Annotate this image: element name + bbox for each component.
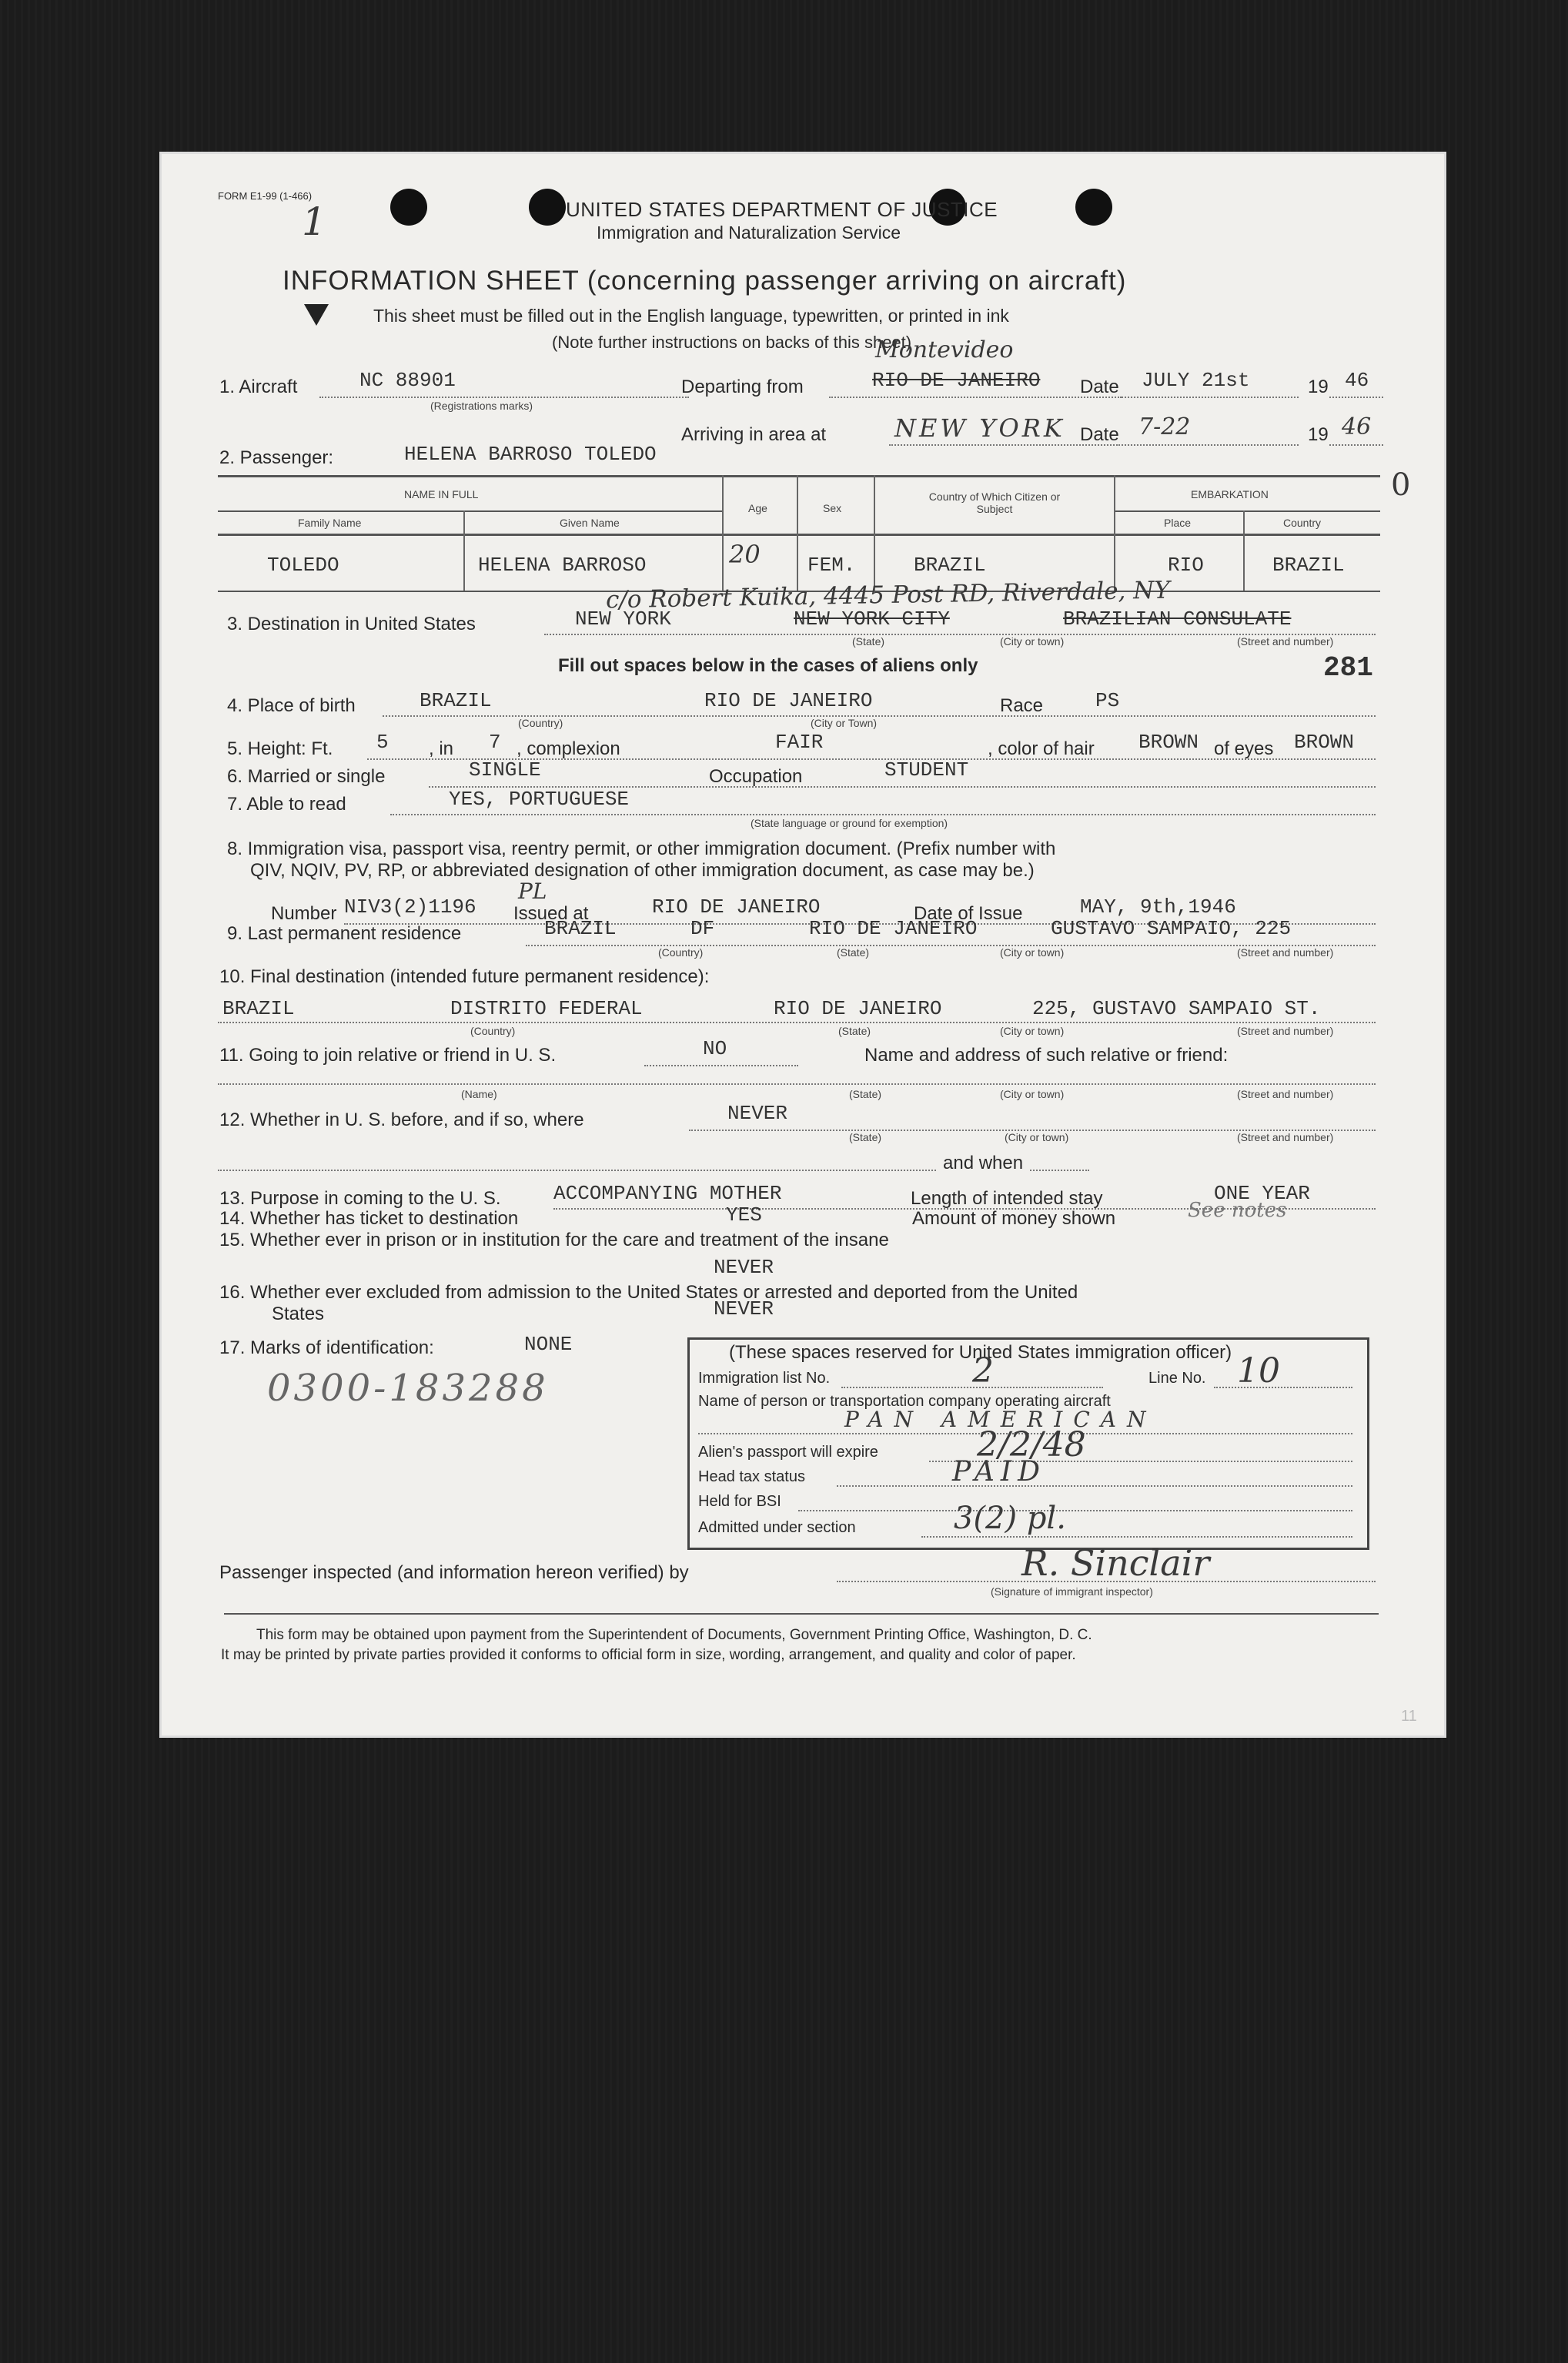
eyes-label: of eyes [1214, 738, 1274, 759]
row-given: HELENA BARROSO [478, 554, 647, 577]
row-sex: FEM. [807, 554, 856, 577]
table-col-divider [1243, 510, 1245, 591]
married-label: 6. Married or single [227, 766, 386, 787]
form-title: INFORMATION SHEET (concerning passenger arriving on aircraft) [283, 266, 1127, 296]
list-label: Immigration list No. [698, 1370, 831, 1387]
destination-label: 3. Destination in United States [227, 614, 476, 634]
stay-value: ONE YEAR [1214, 1182, 1310, 1205]
destination-state: NEW YORK [575, 607, 671, 631]
margin-mark: 11 [1401, 1708, 1417, 1725]
final-destination-cap-country: (Country) [470, 1025, 516, 1037]
departing-year: 46 [1345, 369, 1369, 392]
complexion-value: FAIR [775, 731, 824, 754]
marks-label: 17. Marks of identification: [219, 1337, 434, 1358]
destination-cap-state: (State) [852, 635, 885, 648]
service-heading: Immigration and Naturalization Service [597, 223, 901, 243]
occupation-value: STUDENT [884, 758, 969, 782]
departing-handwritten: Montevideo [875, 336, 1014, 363]
arriving-value: NEW YORK [894, 413, 1065, 443]
table-mid-rule-right [1114, 510, 1380, 512]
row-place: RIO [1168, 554, 1204, 577]
last-residence-street: GUSTAVO SAMPAIO, 225 [1051, 917, 1292, 940]
relative-underline [644, 1065, 798, 1066]
handwritten-address: c/o Robert Kuika, 4445 Post RD, Riverdale, NY [605, 576, 1171, 614]
visa-issued-at: RIO DE JANEIRO [652, 895, 821, 919]
married-value: SINGLE [469, 758, 541, 782]
height-feet: 5 [376, 731, 389, 754]
before-cap-street: (Street and number) [1237, 1131, 1334, 1143]
last-residence-cap-state: (State) [837, 946, 870, 959]
money-handwritten: See notes [1188, 1199, 1287, 1222]
line-label: Line No. [1148, 1370, 1206, 1387]
read-underline [390, 814, 1376, 815]
row-age: 20 [729, 540, 761, 569]
departing-label: Departing from [681, 377, 804, 397]
table-col-divider [722, 475, 724, 591]
aircraft-caption: (Registrations marks) [430, 400, 533, 412]
visa-issued-label: Issued at [513, 903, 589, 924]
birth-country: BRAZIL [420, 689, 492, 712]
table-col-divider [1114, 475, 1115, 591]
relative-address-underline [218, 1083, 1376, 1085]
relative-cap-city: (City or town) [1000, 1088, 1065, 1100]
final-destination-city: RIO DE JANEIRO [774, 997, 942, 1020]
table-age: Age [748, 502, 767, 514]
final-destination-state: DISTRITO FEDERAL [450, 997, 643, 1020]
table-country-citizen: Country of Which Citizen or Subject [928, 490, 1061, 515]
last-residence-cap-country: (Country) [658, 946, 704, 959]
final-destination-label: 10. Final destination (intended future permanent residence): [219, 966, 710, 987]
headtax-label: Head tax status [698, 1468, 805, 1485]
bsi-label: Held for BSI [698, 1493, 781, 1510]
headtax-value: PAID [952, 1456, 1046, 1488]
arriving-year-underline [1329, 444, 1383, 446]
relative-label: 11. Going to join relative or friend in U. S. [219, 1045, 557, 1066]
height-label: 5. Height: Ft. [227, 738, 333, 759]
headtax-underline [837, 1485, 1352, 1487]
arriving-date-label: Date [1080, 424, 1119, 445]
relative-cap-state: (State) [849, 1088, 882, 1100]
list-value: 2 [972, 1351, 994, 1391]
excluded-label-2: States [272, 1304, 325, 1324]
departing-date: JULY 21st [1142, 369, 1250, 392]
footer-line-1: This form may be obtained upon payment from the Superintendent of Documents, Government Printing Office, Washington, D. C. [256, 1627, 1092, 1643]
last-residence-country: BRAZIL [544, 917, 617, 940]
departing-year-underline [1329, 397, 1383, 398]
excluded-value: NEVER [714, 1297, 774, 1320]
prison-label: 15. Whether ever in prison or in institution for the care and treatment of the insane [219, 1230, 889, 1250]
instructions-line-1: This sheet must be filled out in the English language, typewritten, or printed in ink [373, 306, 1009, 326]
birth-label: 4. Place of birth [227, 695, 356, 716]
last-residence-cap-city: (City or town) [1000, 946, 1065, 959]
visa-number-label: Number [271, 903, 337, 924]
purpose-value: ACCOMPANYING MOTHER [553, 1182, 782, 1205]
race-label: Race [1000, 695, 1044, 716]
inspection-label: Passenger inspected (and information hereon verified) by [219, 1562, 689, 1583]
money-label: Amount of money shown [912, 1208, 1116, 1229]
aircraft-value: NC 88901 [359, 369, 456, 392]
table-mid-rule-left [218, 510, 722, 512]
admitted-value: 3(2) pl. [954, 1501, 1066, 1536]
table-given-name: Given Name [560, 517, 620, 529]
visa-issue-date-label: Date of Issue [914, 903, 1023, 924]
last-residence-label: 9. Last permanent residence [227, 923, 462, 944]
punch-hole-right [1075, 189, 1112, 226]
departing-date-label: Date [1080, 377, 1119, 397]
birth-city: RIO DE JANEIRO [704, 689, 873, 712]
row-family: TOLEDO [267, 554, 339, 577]
arriving-year-prefix: 19 [1308, 424, 1329, 445]
ticket-label: 14. Whether has ticket to destination [219, 1208, 519, 1229]
arriving-year: 46 [1342, 413, 1372, 440]
admitted-underline [921, 1536, 1352, 1538]
departing-underline [829, 397, 1122, 398]
occupation-label: Occupation [709, 766, 803, 787]
final-destination-underline [218, 1022, 1376, 1023]
prison-value: NEVER [714, 1256, 774, 1279]
before-cap-city: (City or town) [1005, 1131, 1069, 1143]
table-col-divider [874, 475, 875, 591]
relative-name-label: Name and address of such relative or friend: [864, 1045, 1229, 1066]
race-value: PS [1095, 689, 1120, 712]
before-cap-state: (State) [849, 1131, 882, 1143]
arriving-label: Arriving in area at [681, 424, 827, 445]
birth-cap-country: (Country) [518, 717, 563, 729]
final-destination-country: BRAZIL [222, 997, 295, 1020]
marks-handwritten-number: 0300-183288 [267, 1367, 549, 1410]
department-heading: UNITED STATES DEPARTMENT OF JUSTICE [566, 198, 998, 221]
passport-label: Alien's passport will expire [698, 1444, 878, 1461]
hair-label: , color of hair [988, 738, 1095, 759]
complexion-label: , complexion [517, 738, 620, 759]
last-residence-city: RIO DE JANEIRO [809, 917, 978, 940]
read-label: 7. Able to read [227, 794, 346, 815]
relative-cap-name: (Name) [461, 1088, 497, 1100]
visa-label-2: QIV, NQIV, PV, RP, or abbreviated designation of other immigration document, as case may be.) [250, 860, 1035, 881]
before-label: 12. Whether in U. S. before, and if so, where [219, 1110, 584, 1130]
page-number: 281 [1323, 652, 1373, 684]
circle-mark: 0 [1391, 467, 1411, 503]
inspection-caption: (Signature of immigrant inspector) [991, 1585, 1153, 1598]
inches-label: , in [429, 738, 454, 759]
form-sheet [159, 152, 1446, 1738]
departing-year-prefix: 19 [1308, 377, 1329, 397]
footer-line-2: It may be printed by private parties provided it conforms to official form in size, wording, arrangement, and quality and color of paper. [221, 1647, 1076, 1663]
departing-date-underline [1122, 397, 1299, 398]
passport-value: 2/2/48 [977, 1425, 1086, 1464]
row-citizen: BRAZIL [914, 554, 986, 577]
read-caption: (State language or ground for exemption) [751, 817, 948, 829]
relative-value: NO [703, 1037, 727, 1060]
stay-label: Length of intended stay [911, 1188, 1103, 1209]
visa-number: NIV3(2)1196 [344, 895, 476, 919]
relative-cap-street: (Street and number) [1237, 1088, 1334, 1100]
table-top-rule [218, 475, 1380, 477]
passenger-value: HELENA BARROSO TOLEDO [404, 443, 657, 466]
purpose-label: 13. Purpose in coming to the U. S. [219, 1188, 501, 1209]
arriving-date: 7-22 [1138, 413, 1191, 440]
table-col-divider [797, 475, 798, 591]
company-value: PAN AMERICAN [844, 1407, 1157, 1432]
destination-street: BRAZILIAN CONSULATE [1063, 607, 1292, 631]
table-family-name: Family Name [298, 517, 362, 529]
table-col-divider [463, 510, 465, 591]
final-destination-cap-state: (State) [838, 1025, 871, 1037]
destination-cap-city: (City or town) [1000, 635, 1065, 648]
arrow-mark-icon [304, 304, 329, 326]
before-value: NEVER [727, 1102, 788, 1125]
ticket-value: YES [726, 1203, 762, 1227]
birth-cap-city: (City or Town) [811, 717, 878, 729]
departing-value: RIO DE JANEIRO [872, 369, 1041, 392]
line-underline [1214, 1387, 1352, 1388]
table-embarkation: EMBARKATION [1191, 488, 1269, 500]
last-residence-state: DF [690, 917, 715, 940]
arriving-date-underline [1122, 444, 1299, 446]
read-value: YES, PORTUGUESE [449, 788, 630, 811]
before-when-label: and when [937, 1153, 1029, 1174]
bsi-underline [798, 1510, 1352, 1511]
aircraft-label: 1. Aircraft [219, 377, 298, 397]
visa-label-1: 8. Immigration visa, passport visa, reentry permit, or other immigration document. (Prefix number with [227, 838, 1056, 859]
aliens-heading: Fill out spaces below in the cases of aliens only [558, 655, 978, 676]
table-sex: Sex [823, 502, 842, 514]
footer-rule [224, 1613, 1379, 1615]
row-country: BRAZIL [1272, 554, 1345, 577]
visa-issue-date: MAY, 9th,1946 [1080, 895, 1236, 919]
final-destination-street: 225, GUSTAVO SAMPAIO ST. [1032, 997, 1321, 1020]
visa-number-handwritten: PL [518, 879, 547, 904]
inspection-signature: R. Sinclair [1021, 1542, 1210, 1584]
final-destination-cap-city: (City or town) [1000, 1025, 1065, 1037]
final-destination-cap-street: (Street and number) [1237, 1025, 1334, 1037]
table-header-rule [218, 534, 1380, 536]
passenger-label: 2. Passenger: [219, 447, 334, 468]
excluded-label-1: 16. Whether ever excluded from admission to the United States or arrested and deported from the United [219, 1282, 1078, 1303]
height-inches: 7 [489, 731, 501, 754]
table-name-in-full: NAME IN FULL [404, 488, 479, 500]
marks-value: NONE [524, 1333, 573, 1356]
hair-value: BROWN [1138, 731, 1199, 754]
instructions-line-2: (Note further instructions on backs of this sheet) [552, 333, 912, 352]
punch-hole-left [390, 189, 427, 226]
punch-hole-center-left [529, 189, 566, 226]
line-value: 10 [1237, 1351, 1280, 1391]
destination-cap-street: (Street and number) [1237, 635, 1334, 648]
destination-city: NEW YORK CITY [794, 607, 950, 631]
table-country: Country [1283, 517, 1322, 529]
eyes-value: BROWN [1294, 731, 1355, 754]
company-label: Name of person or transportation company operating aircraft [698, 1393, 1111, 1410]
last-residence-cap-street: (Street and number) [1237, 946, 1334, 959]
form-number: FORM E1-99 (1-466) [218, 190, 313, 202]
aircraft-underline [319, 397, 689, 398]
table-place: Place [1164, 517, 1192, 529]
corner-mark: 1 [302, 199, 326, 244]
officer-box-heading: (These spaces reserved for United States immigration officer) [729, 1342, 1232, 1363]
admitted-label: Admitted under section [698, 1519, 856, 1536]
